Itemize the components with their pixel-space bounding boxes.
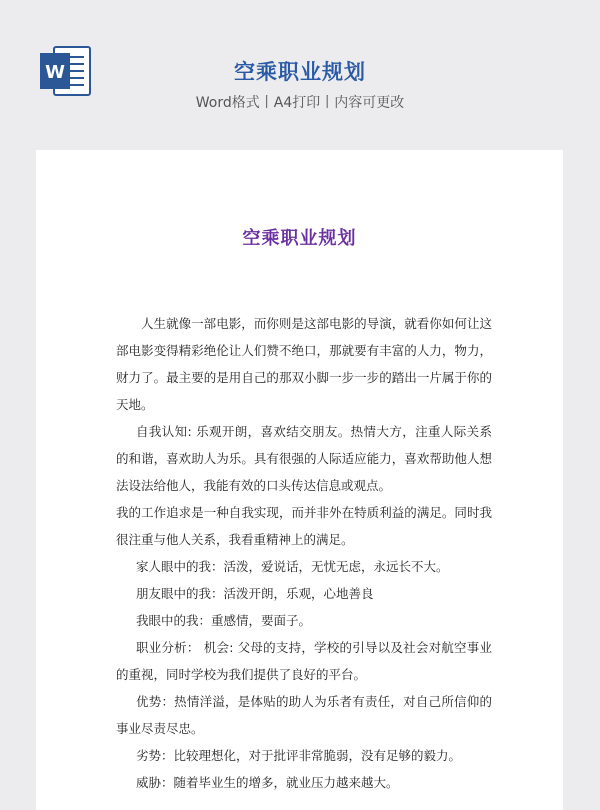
word-logo-letter: W	[45, 62, 65, 83]
word-app-icon	[38, 43, 94, 99]
paragraph-threats: 威胁：随着毕业生的增多，就业压力越来越大。	[136, 775, 399, 790]
paragraph-work-pursuit: 我的工作追求是一种自我实现，而并非外在特质利益的满足。同时我很注重与他人关系，我看重精神上的满足。	[116, 505, 492, 547]
paragraph-weaknesses: 劣势：比较理想化，对于批评非常脆弱，没有足够的毅力。	[136, 748, 462, 763]
banner-header	[0, 0, 600, 140]
paragraph-strengths: 优势：热情洋溢，是体贴的助人为乐者有责任，对自己所信仰的事业尽责尽忠。	[116, 694, 492, 736]
banner-subtitle: Word格式丨A4打印丨内容可更改	[195, 95, 405, 111]
paragraph-self-cognition: 自我认知: 乐观开朗，喜欢结交朋友。热情大方，注重人际关系的和谐，喜欢助人为乐。具有很强的人际适应能力，喜欢帮助他人想法设法给他人，我能有效的口头传达信息或观点。	[116, 424, 492, 493]
document-page	[36, 150, 563, 810]
paragraph-self-view: 我眼中的我：重感情，要面子。	[136, 613, 312, 628]
paragraph-family-view: 家人眼中的我：活泼，爱说话，无忧无虑，永远长不大。	[136, 559, 449, 574]
paragraph-intro: 人生就像一部电影，而你则是这部电影的导演，就看你如何让这部电影变得精彩绝伦让人们赞不绝口，那就要有丰富的人力，物力，财力了。最主要的是用自己的那双小脚一步一步的踏出一片属于你的天地。	[116, 316, 492, 412]
banner-title: 空乘职业规划	[234, 60, 366, 84]
paragraph-friend-view: 朋友眼中的我：活泼开朗，乐观，心地善良	[136, 586, 374, 601]
document-title: 空乘职业规划	[242, 228, 357, 249]
document-body	[116, 310, 492, 796]
paragraph-career-analysis: 职业分析： 机会: 父母的支持，学校的引导以及社会对航空事业的重视，同时学校为我们提供了良好的平台。	[116, 640, 492, 682]
